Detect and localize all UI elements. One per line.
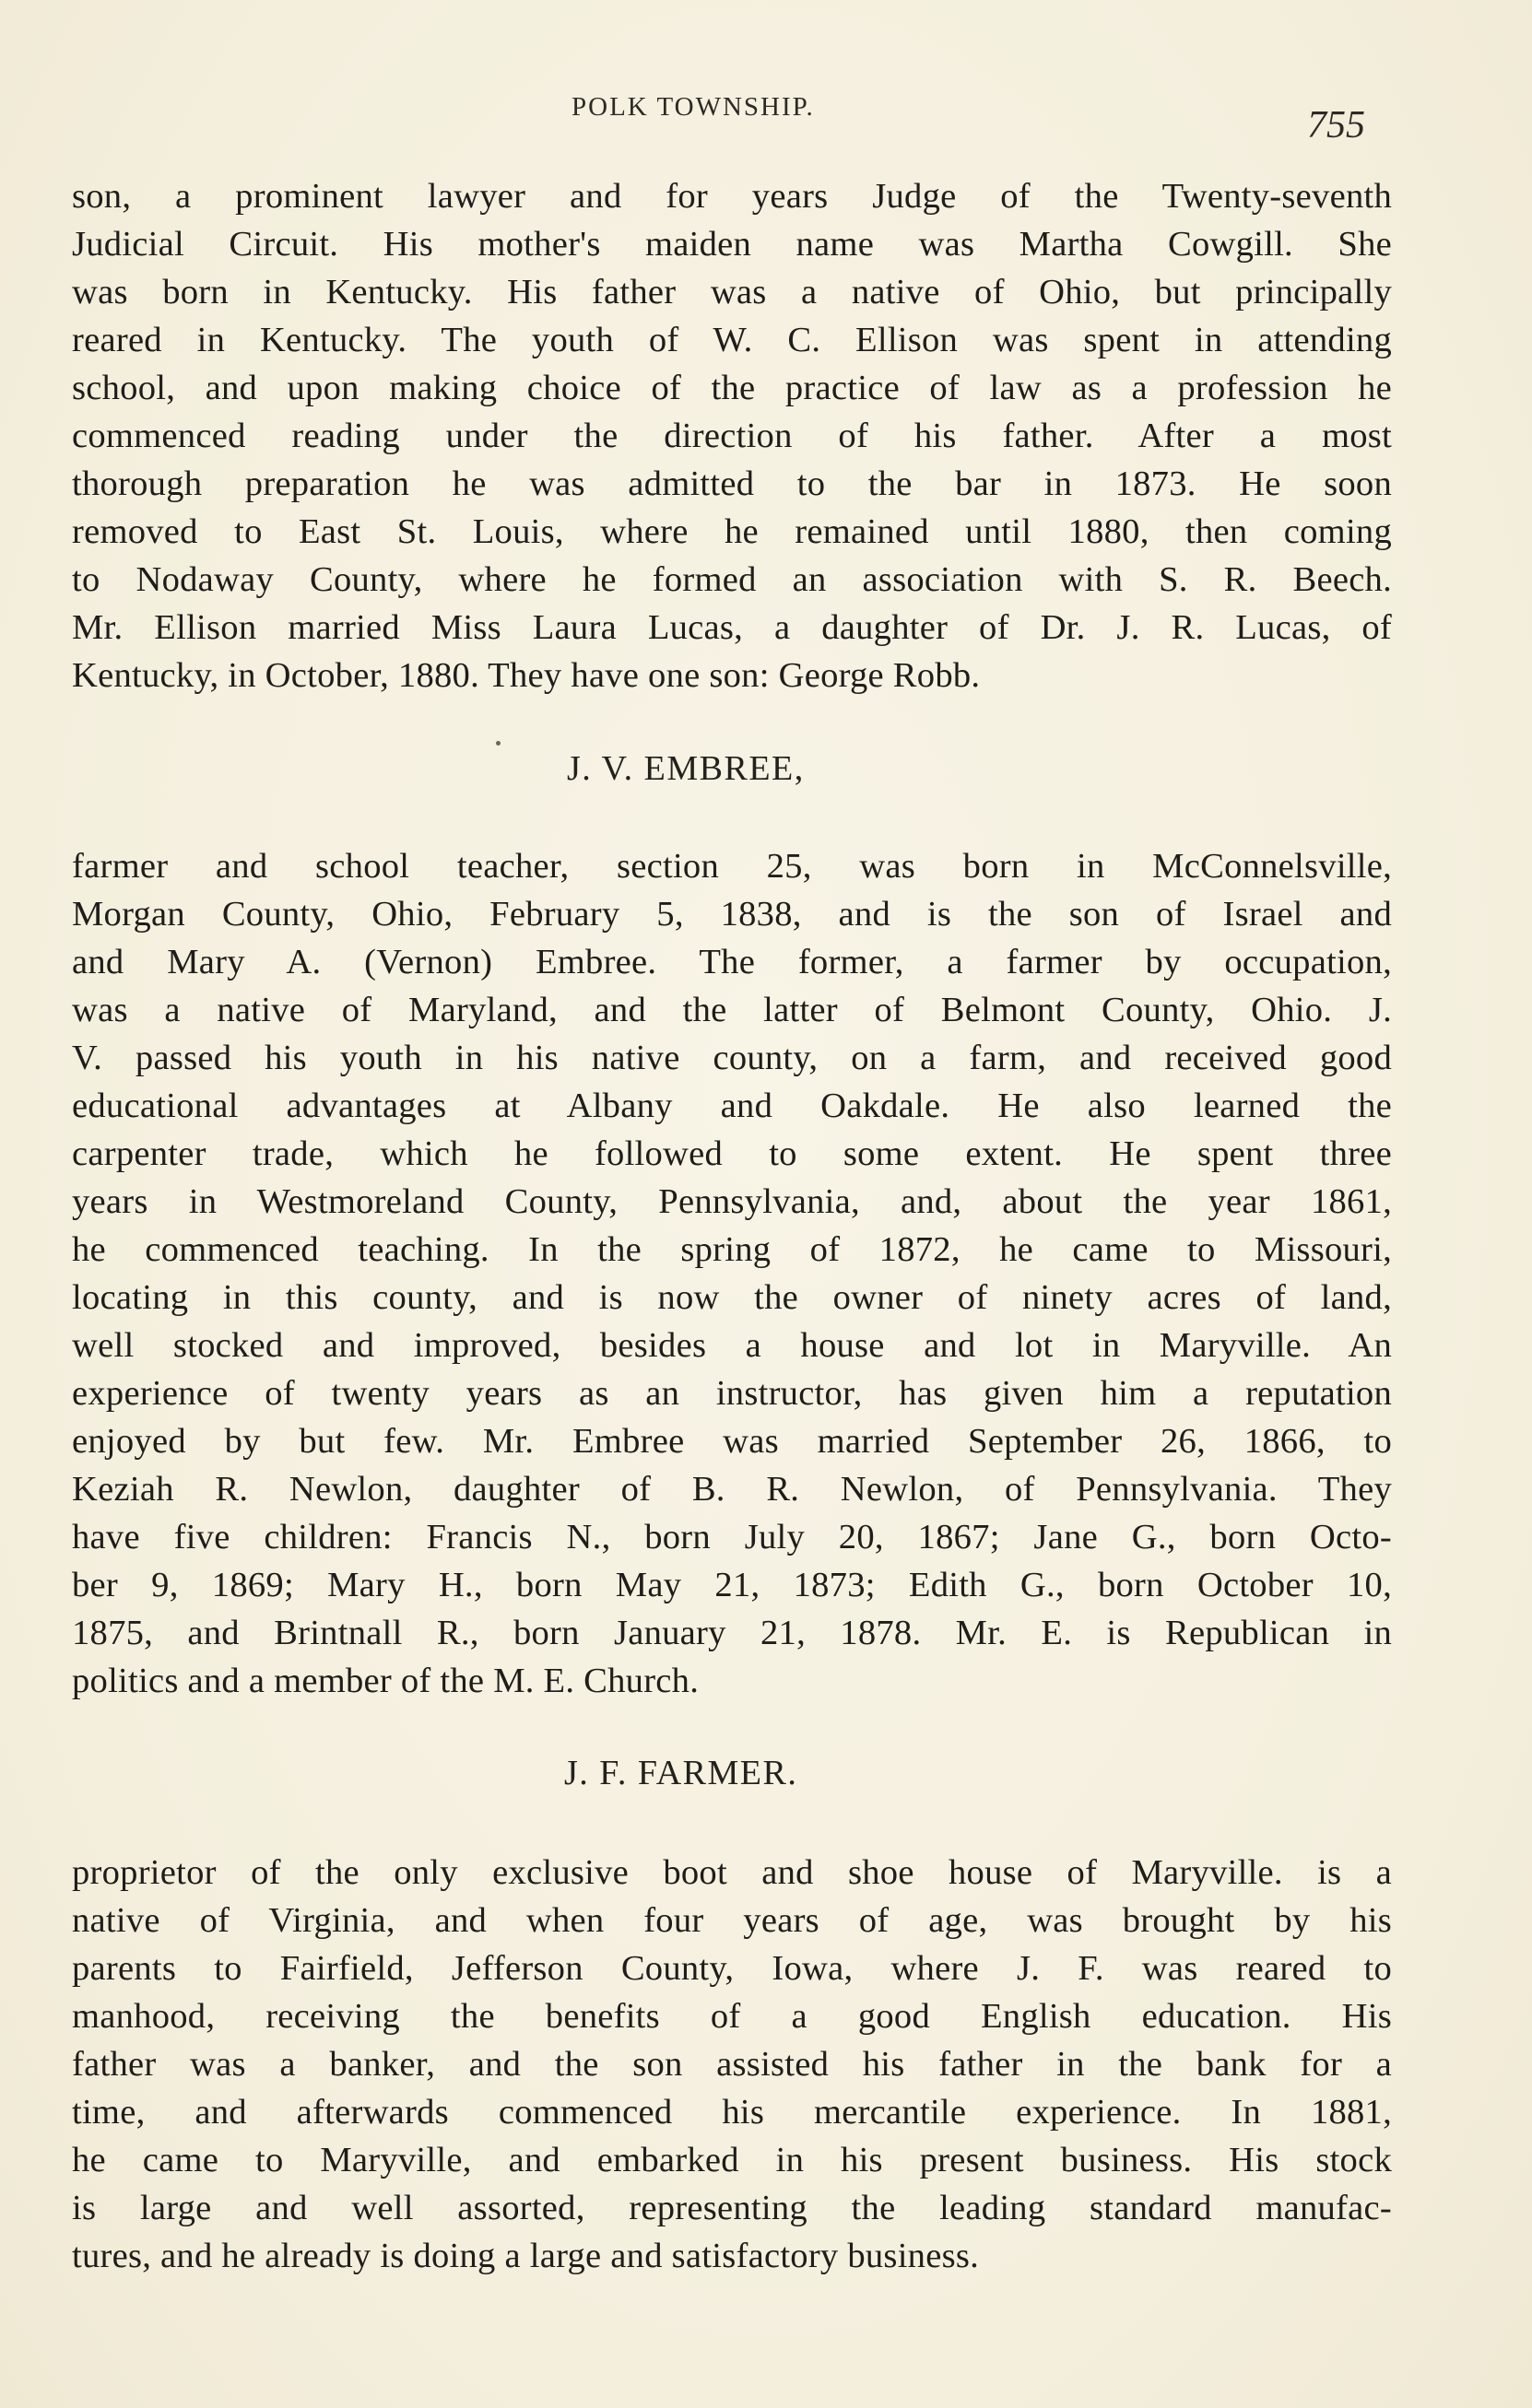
text-line: experience of twenty years as an instructor, has given him a reputation [72,1374,1392,1413]
text-line: politics and a member of the M. E. Church. [72,1662,700,1700]
text-line: carpenter trade, which he followed to some extent. He spent three [72,1134,1392,1173]
text-line: school, and upon making choice of the practice of law as a profession he [72,369,1392,407]
text-line: farmer and school teacher, section 25, was born in McConnelsville, [72,847,1392,886]
text-line: V. passed his youth in his native county, on a farm, and received good [72,1039,1392,1077]
text-line: parents to Fairfield, Jefferson County, Iowa, where J. F. was reared to [72,1949,1392,1988]
text-line: and Mary A. (Vernon) Embree. The former, a farmer by occupation, [72,943,1392,981]
text-line: have five children: Francis N., born July 20, 1867; Jane G., born Octo- [72,1518,1392,1556]
running-head: POLK TOWNSHIP. [572,92,815,122]
section-heading-farmer: J. F. FARMER. [564,1754,798,1792]
text-line: is large and well assorted, representing the leading standard manufac- [72,2189,1392,2227]
text-line: Keziah R. Newlon, daughter of B. R. Newlon, of Pennsylvania. They [72,1470,1392,1509]
ink-speck [496,741,501,746]
text-line: years in Westmoreland County, Pennsylvania, and, about the year 1861, [72,1182,1392,1221]
text-line: removed to East St. Louis, where he remained until 1880, then coming [72,512,1392,551]
text-line: to Nodaway County, where he formed an association with S. R. Beech. [72,560,1392,599]
text-line: ber 9, 1869; Mary H., born May 21, 1873; Edith G., born October 10, [72,1566,1392,1604]
text-line: time, and afterwards commenced his mercantile experience. In 1881, [72,2093,1392,2132]
text-line: locating in this county, and is now the owner of ninety acres of land, [72,1278,1392,1317]
text-line: 1875, and Brintnall R., born January 21, 1878. Mr. E. is Republican in [72,1614,1392,1652]
text-line: commenced reading under the direction of his father. After a most [72,417,1392,455]
text-line: native of Virginia, and when four years of age, was brought by his [72,1901,1392,1940]
text-line: reared in Kentucky. The youth of W. C. Ellison was spent in attending [72,321,1392,359]
page-number: 755 [1307,104,1365,147]
text-line: was born in Kentucky. His father was a native of Ohio, but principally [72,273,1392,311]
text-line: son, a prominent lawyer and for years Judge of the Twenty-seventh [72,177,1392,216]
text-line: Morgan County, Ohio, February 5, 1838, and is the son of Israel and [72,895,1392,934]
text-line: enjoyed by but few. Mr. Embree was married September 26, 1866, to [72,1422,1392,1461]
text-line: was a native of Maryland, and the latter of Belmont County, Ohio. J. [72,991,1392,1029]
text-line: well stocked and improved, besides a house and lot in Maryville. An [72,1326,1392,1365]
text-line: thorough preparation he was admitted to the bar in 1873. He soon [72,464,1392,503]
text-line: Kentucky, in October, 1880. They have one son: George Robb. [72,656,981,695]
section-heading-embree: J. V. EMBREE, [567,749,805,788]
text-line: Mr. Ellison married Miss Laura Lucas, a daughter of Dr. J. R. Lucas, of [72,608,1392,647]
text-line: educational advantages at Albany and Oakdale. He also learned the [72,1087,1392,1125]
text-line: he came to Maryville, and embarked in his present business. His stock [72,2141,1392,2179]
text-line: Judicial Circuit. His mother's maiden name was Martha Cowgill. She [72,225,1392,264]
text-line: tures, and he already is doing a large and satisfactory business. [72,2237,979,2275]
text-line: father was a banker, and the son assisted his father in the bank for a [72,2045,1392,2084]
text-line: manhood, receiving the benefits of a good English education. His [72,1997,1392,2036]
text-line: proprietor of the only exclusive boot and shoe house of Maryville. is a [72,1853,1392,1892]
text-line: he commenced teaching. In the spring of 1872, he came to Missouri, [72,1230,1392,1269]
